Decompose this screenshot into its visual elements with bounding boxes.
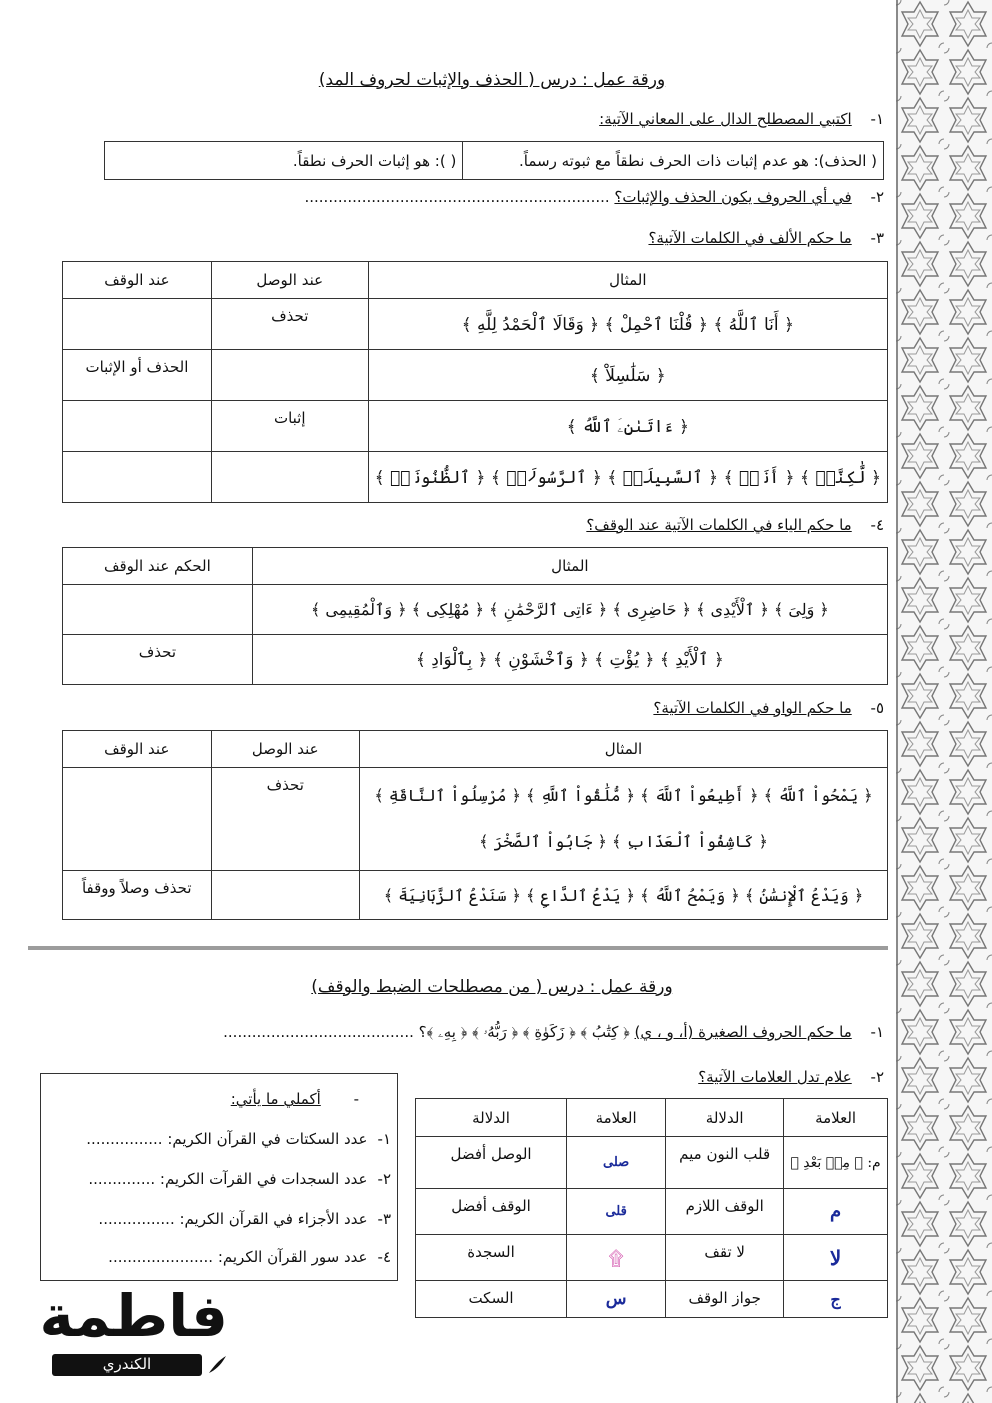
complete-item-3[interactable]: [98, 1210, 391, 1228]
mark-sakt: س: [567, 1281, 666, 1318]
q3-row3-wasl[interactable]: إثبات: [211, 401, 368, 452]
q3-row3-example: ﴿ ءَاتَىٰنِۦَ ٱللَّهُ ﴾: [368, 401, 887, 452]
q3-number: ٣-: [870, 229, 884, 247]
logo-name: فاطمة: [39, 1282, 228, 1350]
quill-icon: [206, 1354, 228, 1376]
q4-header-rule: الحكم عند الوقف: [63, 548, 253, 585]
q5-header-waqf: عند الوقف: [63, 731, 212, 768]
author-logo: [39, 1282, 228, 1384]
q5-text: ما حكم الواو في الكلمات الآتية؟: [653, 699, 852, 717]
meaning-iqlab[interactable]: قلب النون ميم: [666, 1137, 784, 1189]
q4-number: ٤-: [870, 516, 884, 534]
sheet2-title: ورقة عمل : درس ( من مصطلحات الضبط والوقف): [311, 977, 673, 997]
decorative-border: [896, 0, 992, 1403]
meaning-jaiz[interactable]: جواز الوقف: [666, 1281, 784, 1318]
q5-row2-waqf[interactable]: تحذف وصلاً ووقفاً: [63, 871, 212, 920]
mark-iqlab: م: ﴿ مِنۢ بَعْدِ ﴾: [784, 1137, 888, 1189]
q3-row1-wasl[interactable]: تحذف: [211, 299, 368, 350]
q5-header-example: المثال: [360, 731, 888, 768]
meaning-sala[interactable]: الوصل أفضل: [416, 1137, 567, 1189]
q1-cell-hathf: ( الحذف): هو عدم إثبات ذات الحرف نطقاً مع ثبوته رسماً.: [463, 142, 884, 180]
complete-item-3-num: ٣-: [377, 1210, 391, 1228]
complete-item-1-text: عدد السكتات في القرآن الكريم: ................: [86, 1130, 368, 1148]
q4-row2-example: ﴿ ٱلْأَيْدِ ﴾ ﴿ يُؤْتِ ﴾ ﴿ وَٱخْشَوْنِ ﴾ ﴿ بِٱلْوَادِ ﴾: [252, 635, 887, 685]
sheet1-q3: [648, 229, 884, 247]
q2-number: ٢-: [870, 188, 884, 206]
s2-q1-number: ١-: [870, 1023, 884, 1041]
complete-item-1[interactable]: [86, 1130, 391, 1148]
complete-item-2-text: عدد السجدات في القرآت الكريم: ..............: [88, 1170, 368, 1188]
meaning-lazim[interactable]: الوقف اللازم: [666, 1189, 784, 1235]
q3-row3-waqf[interactable]: [63, 401, 212, 452]
q3-header-wasl: عند الوصل: [211, 262, 368, 299]
mark-sala: صلى: [567, 1137, 666, 1189]
q3-row4-waqf[interactable]: [63, 452, 212, 503]
q5-header-wasl: عند الوصل: [211, 731, 360, 768]
q3-row1-example: ﴿ أَنَا ٱللَّهُ ﴾ ﴿ قُلْنَا ٱحْمِلْ ﴾ ﴿ وَقَالَا ٱلْحَمْدُ لِلَّهِ ﴾: [368, 299, 887, 350]
s2-q1-examples: ﴿ كِتَٰبُ ﴾ ﴿ زَكَوٰةِ ﴾ ﴿ رَبُّهُۥ ﴾ ﴿ بِهِۦ ﴾؟: [418, 1023, 630, 1041]
q5-row2-example: [360, 871, 888, 920]
q3-header-example: المثال: [368, 262, 887, 299]
complete-item-3-text: عدد الأجزاء في القرآن الكريم: ................: [98, 1210, 368, 1228]
q3-row2-example: ﴿ سَلَٰسِلَاْ ﴾: [368, 350, 887, 401]
q2-answer-dots[interactable]: ................................................................: [304, 188, 610, 206]
q5-row1-example: [360, 768, 888, 871]
s2-q2-text: علام تدل العلامات الآتية؟: [698, 1068, 852, 1086]
q3-row4-wasl[interactable]: [211, 452, 368, 503]
complete-item-4-text: عدد سور القرآن الكريم: ......................: [108, 1248, 368, 1266]
mark-sajda-icon: ۩: [567, 1235, 666, 1281]
q4-row1-rule[interactable]: [63, 585, 253, 635]
complete-item-2[interactable]: [88, 1170, 391, 1188]
q5-row1-waqf[interactable]: [63, 768, 212, 871]
q3-table: [62, 261, 888, 503]
q5-row1-wasl[interactable]: تحذف: [211, 768, 360, 871]
section-separator: [28, 946, 888, 950]
mark-qala: قلى: [567, 1189, 666, 1235]
q5-row1-line2: ﴿ كَاشِفُواْ ٱلْعَذَابِ ﴾ ﴿ جَابُواْ ٱلصَّخْرَ ﴾: [479, 832, 768, 851]
meaning-sajda[interactable]: السجدة: [416, 1235, 567, 1281]
marks-header-meaning1: الدلالة: [666, 1099, 784, 1137]
s2-q1-text: ما حكم الحروف الصغيرة (أ، و ، ي): [634, 1023, 852, 1041]
s2-q1-answer-dots[interactable]: ........................................: [223, 1023, 414, 1041]
q1-table: [104, 141, 884, 180]
q1-number: ١-: [870, 110, 884, 128]
mark-jaiz: ج: [784, 1281, 888, 1318]
complete-box: [40, 1073, 398, 1281]
sheet1-q4: [586, 516, 884, 534]
q1-cell-blank[interactable]: ( ): هو إثبات الحرف نطقاً.: [105, 142, 463, 180]
q4-row1-example: ﴿ وَلِىَ ﴾ ﴿ ٱلْأَيْدِى ﴾ ﴿ حَاضِرِى ﴾ ﴿ ءَاتِى ٱلرَّحْمَٰنِ ﴾ ﴿ مُهْلِكِى ﴾ ﴿ وَٱلْمُقِيمِى ﴾: [252, 585, 887, 635]
q4-table: [62, 547, 888, 685]
q3-row2-waqf[interactable]: الحذف أو الإثبات: [63, 350, 212, 401]
sheet2-q2: [698, 1068, 884, 1086]
q3-row1-waqf[interactable]: [63, 299, 212, 350]
q5-number: ٥-: [870, 699, 884, 717]
sheet1-q2: [304, 188, 884, 206]
marks-table: [415, 1098, 888, 1318]
q4-row2-rule[interactable]: تحذف: [63, 635, 253, 685]
q4-text: ما حكم الياء في الكلمات الآتية عند الوقف؟: [586, 516, 852, 534]
q3-header-waqf: عند الوقف: [63, 262, 212, 299]
complete-heading: [231, 1090, 359, 1108]
sheet1-q1: [599, 110, 884, 128]
q5-table: [62, 730, 888, 920]
sheet1-q5: [653, 699, 884, 717]
complete-item-4[interactable]: [108, 1248, 391, 1266]
meaning-la[interactable]: لا تقف: [666, 1235, 784, 1281]
complete-item-4-num: ٤-: [377, 1248, 391, 1266]
complete-item-1-num: ١-: [377, 1130, 391, 1148]
q5-row2-line1: ﴿ وَيَدْعُ ٱلْإِنسَٰنُ ﴾ ﴿ وَيَمْحُ ٱللَّهُ ﴾ ﴿ يَدْعُ ٱلدَّاعِ ﴾ ﴿ سَنَدْعُ ٱلزَّبَانِيَةَ ﴾: [383, 885, 864, 905]
marks-header-meaning2: الدلالة: [416, 1099, 567, 1137]
sheet2-q1: [223, 1023, 884, 1041]
q5-row1-line1: ﴿ يَمْحُواْ ٱللَّهُ ﴾ ﴿ أَطِيعُواْ ٱللَّهَ ﴾ ﴿ مُّلَٰقُواْ ٱللَّهِ ﴾ ﴿ مُرْسِلُواْ ٱلنَّاقَةِ ﴾: [374, 786, 873, 805]
marks-header-mark2: العلامة: [567, 1099, 666, 1137]
sheet1-title: ورقة عمل : درس ( الحذف والإثبات لحروف المد): [318, 70, 666, 90]
q1-text: اكتبي المصطلح الدال على المعاني الآتية:: [599, 110, 852, 128]
q2-text: في أي الحروف يكون الحذف والإثبات؟: [614, 188, 852, 206]
mark-lazim: م: [784, 1189, 888, 1235]
complete-item-2-num: ٢-: [377, 1170, 391, 1188]
complete-title: أكملي ما يأتي:: [230, 1090, 321, 1108]
mark-la: لا: [784, 1235, 888, 1281]
meaning-qala[interactable]: الوقف أفضل: [416, 1189, 567, 1235]
q5-row2-wasl[interactable]: [211, 871, 360, 920]
q3-row4-example: ﴿ لَّٰكِنَّا۠ ﴾ ﴿ أَنَا۠ ﴾ ﴿ ٱلسَّبِيلَا۠ ﴾ ﴿ ٱلرَّسُولَا۠ ﴾ ﴿ ٱلظُّنُونَا۠ ﴾: [368, 452, 887, 503]
q3-text: ما حكم الألف في الكلمات الآتية؟: [648, 229, 852, 247]
complete-bullet: -: [353, 1090, 359, 1108]
meaning-sakt[interactable]: السكت: [416, 1281, 567, 1318]
q3-row2-wasl[interactable]: [211, 350, 368, 401]
q4-header-example: المثال: [252, 548, 887, 585]
logo-surname: الكندري: [102, 1355, 152, 1373]
marks-header-mark1: العلامة: [784, 1099, 888, 1137]
s2-q2-number: ٢-: [870, 1068, 884, 1086]
